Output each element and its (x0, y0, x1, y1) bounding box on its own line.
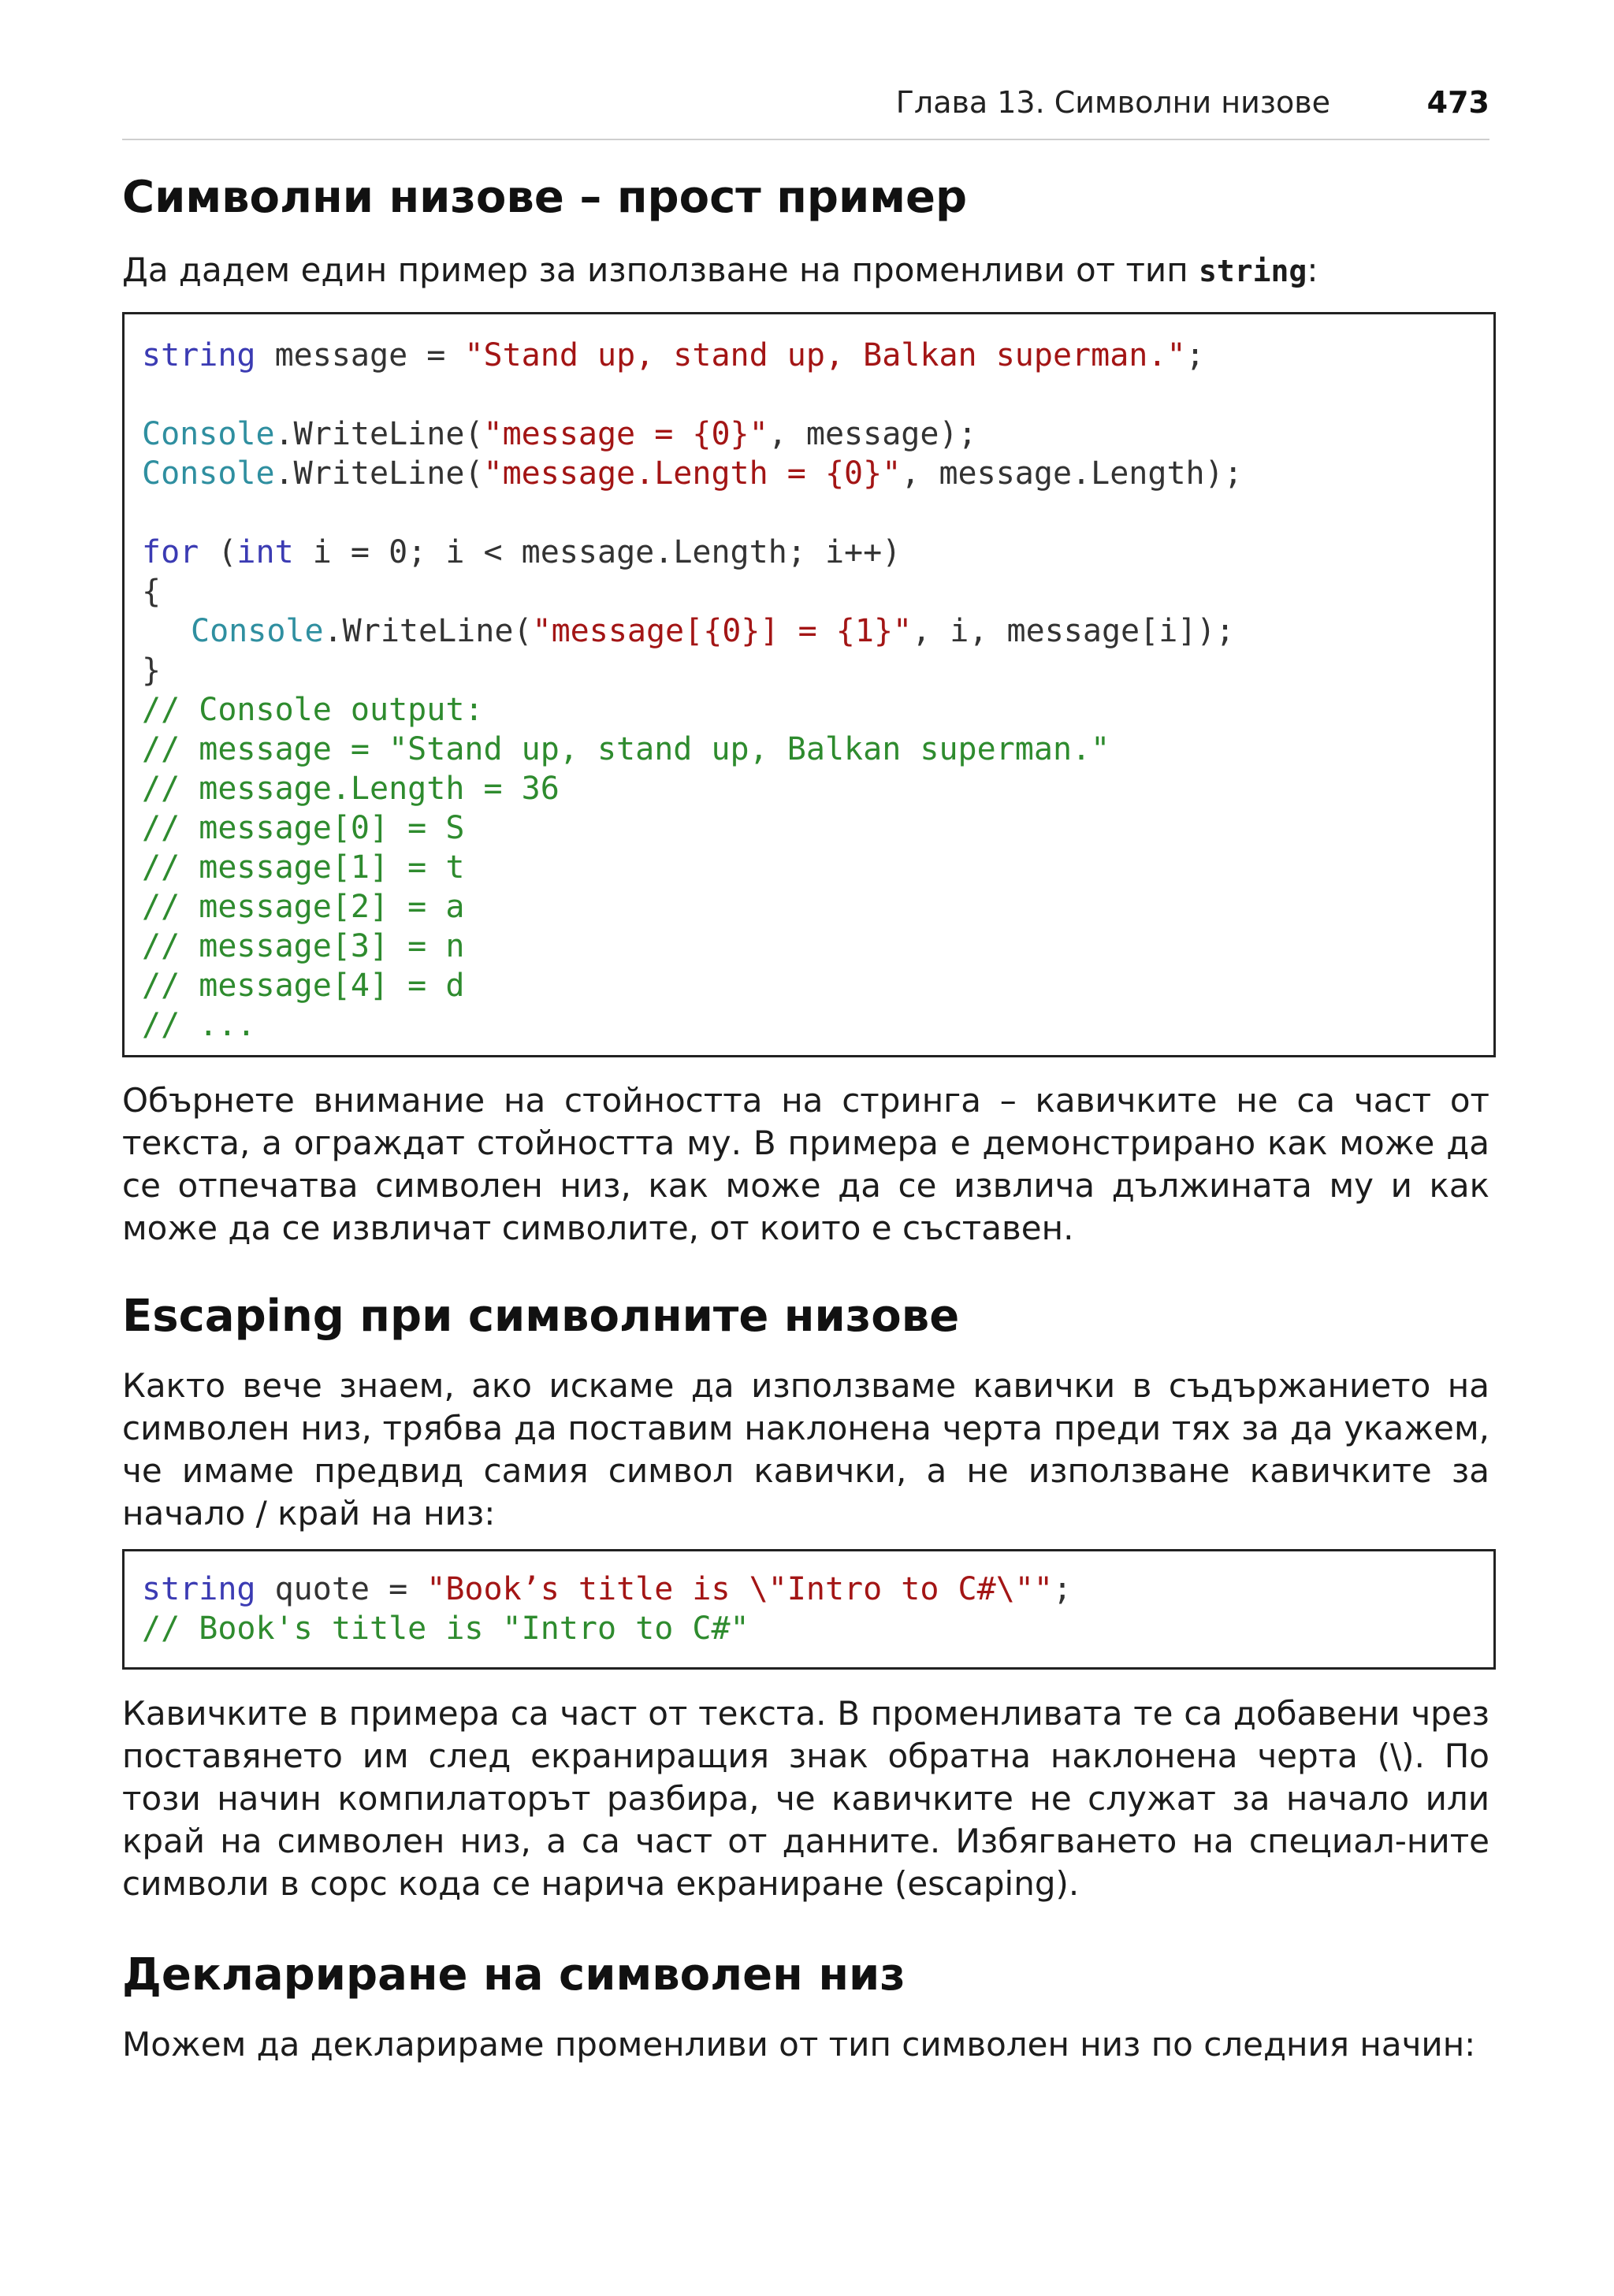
string-literal: "message = {0}" (483, 416, 768, 452)
code-plain: , message.Length); (901, 455, 1243, 492)
code-line-7 (142, 572, 161, 611)
class-name: Console (142, 455, 275, 492)
code-plain: .WriteLine( (323, 613, 533, 649)
code-comment: // Book's title is "Intro to C#" (142, 1611, 749, 1647)
keyword: int (236, 534, 294, 570)
code-comment: // message[0] = S (142, 810, 465, 846)
string-literal: "Stand up, stand up, Balkan superman." (464, 337, 1186, 373)
string-literal: "message[{0}] = {1}" (532, 613, 913, 649)
code-block-1 (122, 312, 1496, 1057)
code-plain: .WriteLine( (274, 416, 484, 452)
code-plain: , i, message[i]); (912, 613, 1235, 649)
code-line-quote (142, 1570, 1072, 1609)
class-name: Console (191, 613, 324, 649)
paragraph-string-value: Обърнете внимание на стойността на стринга – кавичките не са част от текста, а ограждат стойността му. В примера е демонстрирано как може да се отпечатва символен низ, как може да се извлича дължината му и как може да се извличат символите, от които е съставен. (122, 1081, 1489, 1247)
code-line-9 (142, 651, 161, 690)
code-line-6 (142, 533, 901, 572)
intro-colon: : (1307, 251, 1318, 289)
intro-text: Да дадем един пример за използване на променливи от тип (122, 251, 1199, 289)
keyword: string (142, 337, 256, 373)
string-literal: "message.Length = {0}" (483, 455, 902, 492)
code-comment: // message.Length = 36 (142, 771, 560, 807)
chapter-title: Глава 13. Символни низове (895, 85, 1330, 120)
code-plain: message = (255, 337, 465, 373)
paragraph-escaping-intro: Както вече знаем, ако искаме да използваме кавички в съдържанието на символен низ, трябва да поставим наклонена черта преди тях за да укажем, че имаме предвид самия символ кавички, а не използване кавичките за начало / край на низ: (122, 1366, 1489, 1533)
code-line-1 (142, 336, 1205, 375)
inline-code-string: string (1199, 254, 1307, 288)
code-plain: quote = (255, 1571, 427, 1607)
code-comment: // message[3] = n (142, 928, 465, 964)
code-plain: , message); (768, 416, 977, 452)
code-block-2 (122, 1549, 1496, 1670)
code-plain: .WriteLine( (274, 455, 484, 492)
code-comment: // message[2] = a (142, 889, 465, 925)
keyword: string (142, 1571, 256, 1607)
paragraph-declaration: Можем да декларираме променливи от тип символен низ по следния начин: (122, 2025, 1476, 2064)
open-brace: { (142, 574, 162, 610)
code-plain: ; (1185, 337, 1205, 373)
code-plain: i = 0; i < message.Length; i++) (293, 534, 902, 570)
code-comment: // ... (142, 1007, 256, 1043)
string-literal: "Book’s title is \"Intro to C#\"" (426, 1571, 1053, 1607)
paragraph-escaping-explained: Кавичките в примера са част от текста. В променливата те са добавени чрез поставянето им след екраниращия знак обратна наклонена черта (\). По този начин компилаторът разбира, че кавичките не служат за начало или край на символен низ, а са част от данните. Избягването на специал-ните символи в сорс кода се нарича екраниране (escaping). (122, 1694, 1489, 1903)
class-name: Console (142, 416, 275, 452)
code-line-3 (142, 414, 977, 454)
close-brace: } (142, 652, 162, 689)
section-heading-simple-example: Символни низове – прост пример (122, 172, 968, 223)
code-plain: ( (199, 534, 237, 570)
code-line-8 (191, 611, 1235, 651)
keyword: for (142, 534, 199, 570)
code-comment: // message[4] = d (142, 968, 465, 1004)
running-header (122, 82, 1489, 140)
code-plain: ; (1052, 1571, 1073, 1607)
intro-paragraph (122, 249, 1489, 292)
section-heading-declaration: Деклариране на символен низ (122, 1949, 906, 2001)
code-line-4 (142, 454, 1243, 493)
page-number: 473 (1426, 85, 1489, 120)
code-comment: // Console output: (142, 692, 484, 728)
code-comment: // message = "Stand up, stand up, Balkan superman." (142, 731, 1110, 767)
code-comment: // message[1] = t (142, 849, 465, 886)
section-heading-escaping: Escaping при символните низове (122, 1291, 960, 1342)
